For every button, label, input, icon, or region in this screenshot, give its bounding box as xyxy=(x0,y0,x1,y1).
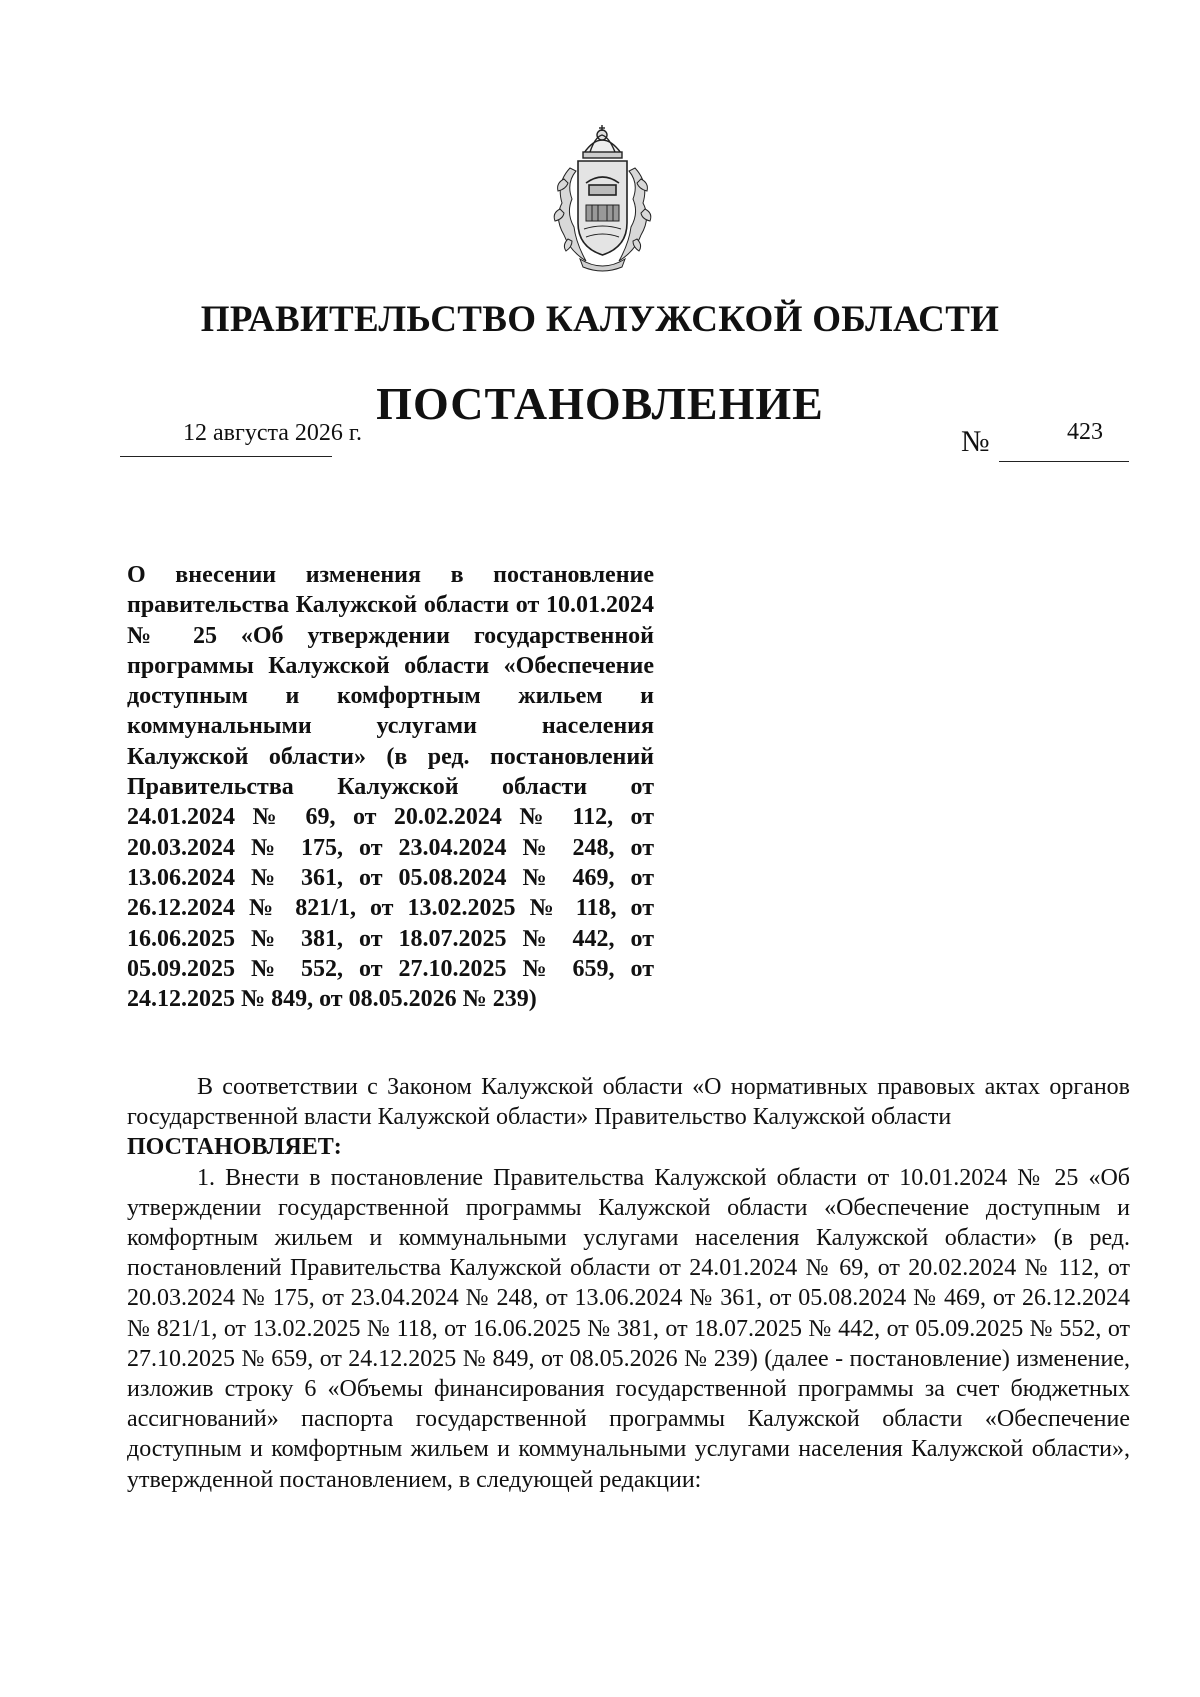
coat-of-arms-icon xyxy=(540,123,665,273)
government-title: ПРАВИТЕЛЬСТВО КАЛУЖСКОЙ ОБЛАСТИ xyxy=(200,299,1000,340)
number-value: 423 xyxy=(1067,419,1103,445)
preamble-paragraph xyxy=(127,1072,1130,1132)
preamble-text: В соответствии с Законом Калужской области «О нормативных правовых актах органов государственной власти Калужской области» Правительство Калужской области xyxy=(127,1074,1130,1131)
date-value: 12 августа 2026 г. xyxy=(183,420,363,446)
document-subject: О внесении изменения в постановление правительства Калужской области от 10.01.2024 № 25 «Об утверждении государственной программы Калужской области «Обеспечение доступным и комфортным жильем и коммунальными услугами населения Калужской области» (в ред. постановлений Правительства Калужской области от 24.01.2024 № 69, от 20.02.2024 № 112, от 20.03.2024 № 175, от 23.04.2024 № 248, от 13.06.2024 № 361, от 05.08.2024 № 469, от 26.12.2024 № 821/1, от 13.02.2025 № 118, от 16.06.2025 № 381, от 18.07.2025 № 442, от 05.09.2025 № 552, от 27.10.2025 № 659, от 24.12.2025 № 849, от 08.05.2026 № 239) xyxy=(127,562,654,1013)
number-underline xyxy=(999,461,1129,462)
item-1-text: 1. Внести в постановление Правительства Калужской области от 10.01.2024 № 25 «Об утверждении государственной программы Калужской области «Обеспечение доступным и комфортным жильем и коммунальными услугами населения Калужской области» (в ред. постановлений Правительства Калужской области от 24.01.2024 № 69, от 20.02.2024 № 112, от 20.03.2024 № 175, от 23.04.2024 № 248, от 13.06.2024 № 361, от 05.08.2024 № 469, от 26.12.2024 № 821/1, от 13.02.2025 № 118, от 16.06.2025 № 381, от 18.07.2025 № 442, от 05.09.2025 № 552, от 27.10.2025 № 659, от 24.12.2025 № 849, от 08.05.2026 № 239) (далее - постановление) изменение, изложив строку 6 «Объемы финансирования государственной программы за счет бюджетных ассигнований» паспорта государственной программы Калужской области «Обеспечение доступным и комфортным жильем и коммунальными услугами населения Калужской области», утвержденной постановлением, в следующей редакции: xyxy=(127,1164,1130,1493)
number-sign: № xyxy=(961,425,990,458)
decree-paragraph xyxy=(127,1132,1130,1162)
document-body xyxy=(127,1072,1130,1495)
date-underline xyxy=(120,456,332,457)
document-type-title: ПОСТАНОВЛЕНИЕ xyxy=(376,378,824,429)
item-1-paragraph xyxy=(127,1163,1130,1495)
decree-word: ПОСТАНОВЛЯЕТ: xyxy=(127,1134,342,1161)
document-number xyxy=(961,419,1131,465)
